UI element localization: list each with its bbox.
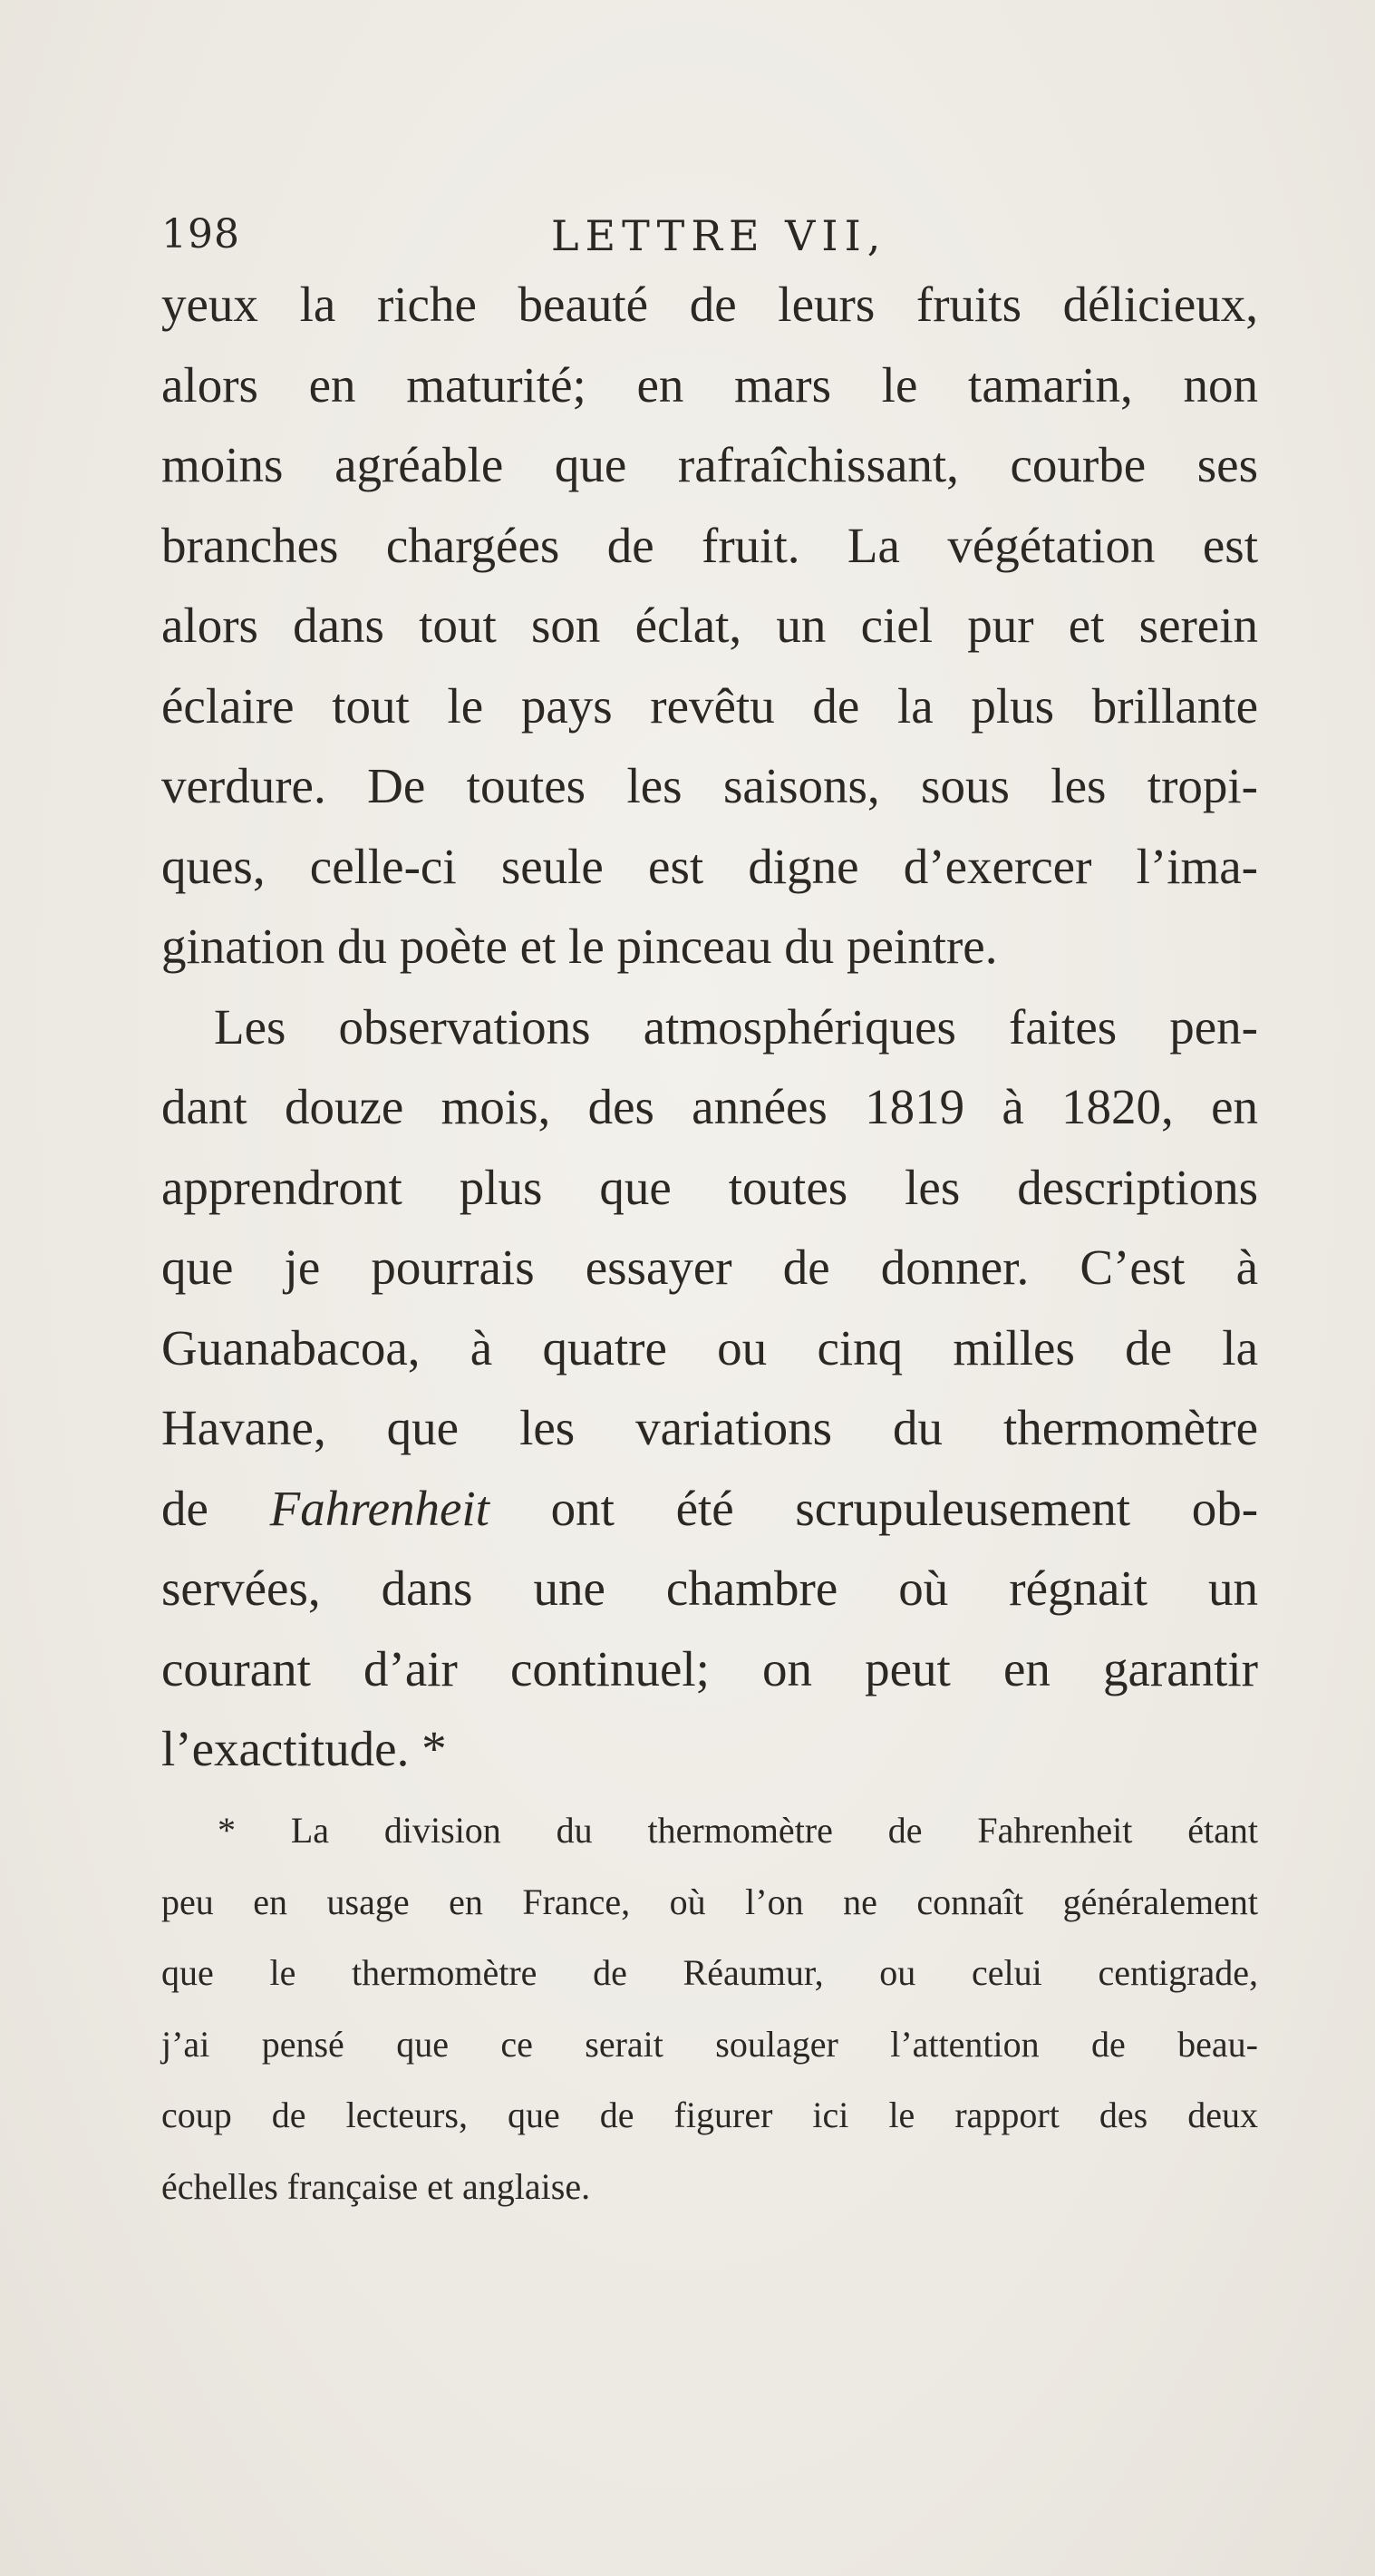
text-line: servées, dans une chambre où régnait un: [161, 1560, 1258, 1616]
text-line: courant d’air continuel; on peut en garantir: [161, 1640, 1258, 1696]
text-line: l’exactitude. *: [161, 1721, 447, 1776]
footnote: [161, 1795, 1258, 2222]
text-line-with-italic: [161, 1469, 1258, 1550]
page-header: [161, 204, 1240, 267]
running-title: LETTRE VII,: [551, 211, 887, 260]
text-line: alors en maturité; en mars le tamarin, non: [161, 356, 1258, 413]
text-line: gination du poète et le pinceau du peintre.: [161, 919, 998, 974]
text-line: Havane, que les variations du thermomètre: [161, 1400, 1258, 1455]
footnote-line: * La division du thermomètre de Fahrenheit étant: [218, 1810, 1258, 1851]
footnote-line: j’ai pensé que ce serait soulager l’attention de beau-: [161, 2023, 1258, 2065]
text-line: verdure. De toutes les saisons, sous les tropi-: [161, 758, 1258, 813]
text-line: Guanabacoa, à quatre ou cinq milles de la: [161, 1319, 1258, 1375]
page-number: 198: [161, 211, 240, 258]
text-line: yeux la riche beauté de leurs fruits délicieux,: [161, 277, 1258, 332]
text-line: moins agréable que rafraîchissant, courbe ses: [161, 437, 1258, 492]
footnote-line: que le thermomètre de Réaumur, ou celui centigrade,: [161, 1952, 1258, 1993]
line-prefix: de: [161, 1480, 208, 1536]
text-line: Les observations atmosphériques faites pen-: [214, 998, 1258, 1055]
italic-word: Fahrenheit: [269, 1480, 489, 1536]
main-text: [161, 265, 1258, 1790]
footnote-line: peu en usage en France, où l’on ne connaît généralement: [161, 1881, 1258, 1922]
text-line: dant douze mois, des années 1819 à 1820, en: [161, 1079, 1258, 1134]
text-line: branches chargées de fruit. La végétation est: [161, 517, 1258, 573]
footnote-line: coup de lecteurs, que de figurer ici le rapport des deux: [161, 2095, 1258, 2135]
text-line: apprendront plus que toutes les descriptions: [161, 1159, 1258, 1215]
line-rest: ont été scrupuleusement ob-: [550, 1480, 1259, 1536]
footnote-line: échelles française et anglaise.: [161, 2165, 591, 2207]
text-line: ques, celle-ci seule est digne d’exercer l’ima-: [161, 838, 1258, 894]
text-line: que je pourrais essayer de donner. C’est à: [161, 1239, 1258, 1295]
text-line: éclaire tout le pays revêtu de la plus brillante: [161, 677, 1258, 734]
text-line: alors dans tout son éclat, un ciel pur et serein: [161, 598, 1258, 653]
